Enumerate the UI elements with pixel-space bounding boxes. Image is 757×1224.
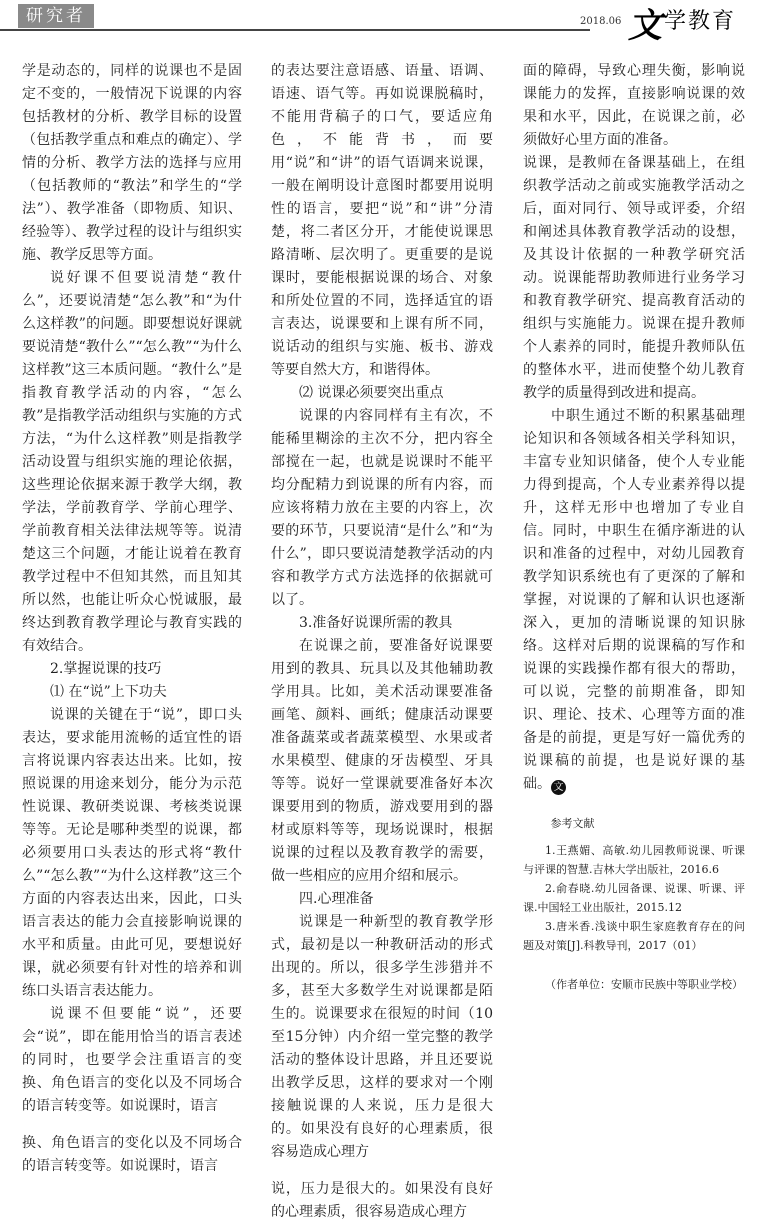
column-3 [523,60,745,994]
paragraph [523,405,745,796]
paragraph: 面的障碍，导致心理失衡，影响说课能力的发挥，直接影响说课的效果和水平，因此，在说课之前，必须做好心里方面的准备。 [523,63,745,148]
paragraph: 在说课之前，要准备好说课要用到的教具、玩具以及其他辅助教学用具。比如，美术活动课要准备画笔、颜料、画纸；健康活动课要准备蔬菜或者蔬菜模型、水果或者水果模型、健康的牙齿模型、牙具等等。说好一堂课就要准备好本次课要用到的物质，游戏要用到的器材或原料等等，现场说课时，根据说课的过程以及教育教学的需要，做一些相应的应用介绍和展示。 [271,638,493,884]
subsection-heading: ⑵ 说课必须要突出重点 [299,385,444,401]
paragraph: 说课的关键在于“说”，即口头表达，要求能用流畅的适宜性的语言将说课内容表达出来。比如，按照说课的用途来划分，能分为示范性说课、教研类说课、考核类说课等等。无论是哪种类型的说课，都必须要用口头表达的形式将“教什么”“怎么教”“为什么这样教”这三个方面的内容表达出来，因此，口头语言表达的能力会直接影响说课的水平和质量。由此可见，要想说好课，就必须要有针对性的培养和训练口头语言表达能力。 [22,707,242,999]
paragraph: 说好课不但要说清楚“教什么”，还要说清楚“怎么教”和“为什么这样教”的问题。即要想说好课就要说清楚“教什么”“怎么教”“为什么这样教”这三本质问题。“教什么”是指教育教学活动的内容，“怎么教”是指教学活动组织与实施的方式方法，“为什么这样教”则是指教学活动设置与组织实施的理论依据，这些理论依据来源于教学大纲，教学法，学前教育学、学前心理学、学前教育相关法律法规等等。说清楚这三个问题，才能让说着在教育教学过程中不但知其然，而且知其所以然，也能让听众心悦诚服，最终达到教育教学理论与教育实践的有效结合。 [22,270,242,654]
issue-number: 2018.06 [580,16,622,27]
journal-logo-glyph: 文 [628,6,662,46]
paragraph-duplicate: 换、角色语言的变化以及不同场合的语言转变等。如说课时，语言 [22,1135,242,1174]
subsection-heading: ⑴ 在“说”上下功夫 [50,684,167,700]
reference-item: 2.俞春晓.幼儿园备课、说课、听课、评课.中国轻工业出版社，2015.12 [523,882,745,914]
reference-item: 1.王燕媚、高敏.幼儿园教师说课、听课与评课的智慧.吉林大学出版社，2016.6 [523,844,745,876]
paragraph: 学是动态的，同样的说课也不是固定不变的，一般情况下说课的内容包括教材的分析、教学目标的设置（包括教学重点和难点的确定）、学情的分析、教学方法的选择与应用（包括教师的“教法”和学生的“学法”）、教学准备（即物质、知识、经验等）、教学过程的设计与组织实施、教学反思等方面。 [22,63,242,263]
column-2 [271,60,493,1224]
paragraph: 说课的内容同样有主有次，不能稀里糊涂的主次不分，把内容全部搅在一起，也就是说课时不能平均分配精力到说课的所有内容，而应该将精力放在主要的内容上，次要的环节，只要说清“是什么”和“为什么”，即只要说清楚教学活动的内容和教学方式方法选择的依据就可以了。 [271,408,493,608]
journal-title: 学教育 [664,9,737,34]
section-heading: 四.心理准备 [299,891,374,907]
section-heading: 2.掌握说课的技巧 [50,661,162,677]
references [523,814,745,994]
paragraph: 说课，是教师在备课基础上，在组织教学活动之前或实施教学活动之后，面对同行、领导或评委，介绍和阐述具体教育教学活动的设想，及其设计依据的一种教学研究活动。说课能帮助教师进行业务学习和教育教学研究、提高教育活动的组织与实施能力。说课在提升教师个人素养的同时，能提升教师队伍的整体水平，进而使整个幼儿教育教学的质量得到改进和提高。 [523,155,745,401]
paragraph-duplicate: 说，压力是很大的。如果没有良好的心理素质，很容易造成心理方 [271,1181,493,1220]
column-1 [22,60,242,1178]
references-title: 参考文献 [550,817,595,830]
page-header [0,0,757,46]
paragraph: 说课不但要能“说”，还要会“说”，即在能用恰当的语言表述的同时，也要学会注重语言的变换、角色语言的变化以及不同场合的语言转变等。如说课时，语言 [22,1006,242,1114]
end-mark-icon: 文 [551,780,566,795]
author-affiliation: （作者单位：安顺市民族中等职业学校） [545,978,743,991]
section-heading: 3.准备好说课所需的教具 [299,615,453,631]
paragraph: 的表达要注意语感、语量、语调、语速、语气等。再如说课脱稿时，不能用背稿子的口气，要适应角色，不能背书，而要用“说”和“讲”的语气语调来说课，一般在阐明设计意图时都要用说明性的语言，要把“说”和“讲”分清楚，将二者区分开，才能使说课思路清晰、层次明了。更重要的是说课时，要能根据说课的场合、对象和所处位置的不同，选择适宜的语言表达，说课要和上课有所不同，说话动的组织与实施、板书、游戏等要自然大方，和谐得体。 [271,63,493,378]
paragraph: 说课是一种新型的教育教学形式，最初是以一种教研活动的形式出现的。所以，很多学生涉猎并不多，甚至大多数学生对说课都是陌生的。说课要求在很短的时间（10至15分钟）内介绍一堂完整的教学活动的整体设计思路，并且还要说出教学反思，这样的要求对一个刚接触说课的人来说，压力是很大的。如果没有良好的心理素质，很容易造成心理方 [271,914,493,1160]
paragraph-text: 中职生通过不断的积累基础理论知识和各领域各相关学科知识，丰富专业知识储备，使个人专业能力得到提高，个人专业素养得以提升，这样无形中也增加了专业自信。同时，中职生在循序渐进的认识和准备的过程中，对幼儿园教育教学知识系统也有了更深的了解和掌握，对说课的了解和认识也逐渐深入，更加的清晰说课的知识脉络。这样对后期的说课稿的写作和说课的实践操作都有很大的帮助，可以说，完整的前期准备，即知识、理论、技术、心理等方面的准备是的前提，更是写好一篇优秀的说课稿的前提，也是说好课的基础。 [523,408,745,792]
reference-item: 3.唐米香.浅谈中职生家庭教育存在的问题及对策[J].科教导刊，2017（01） [523,920,745,952]
section-label: 研究者 [18,4,94,28]
header-rule [0,29,590,31]
